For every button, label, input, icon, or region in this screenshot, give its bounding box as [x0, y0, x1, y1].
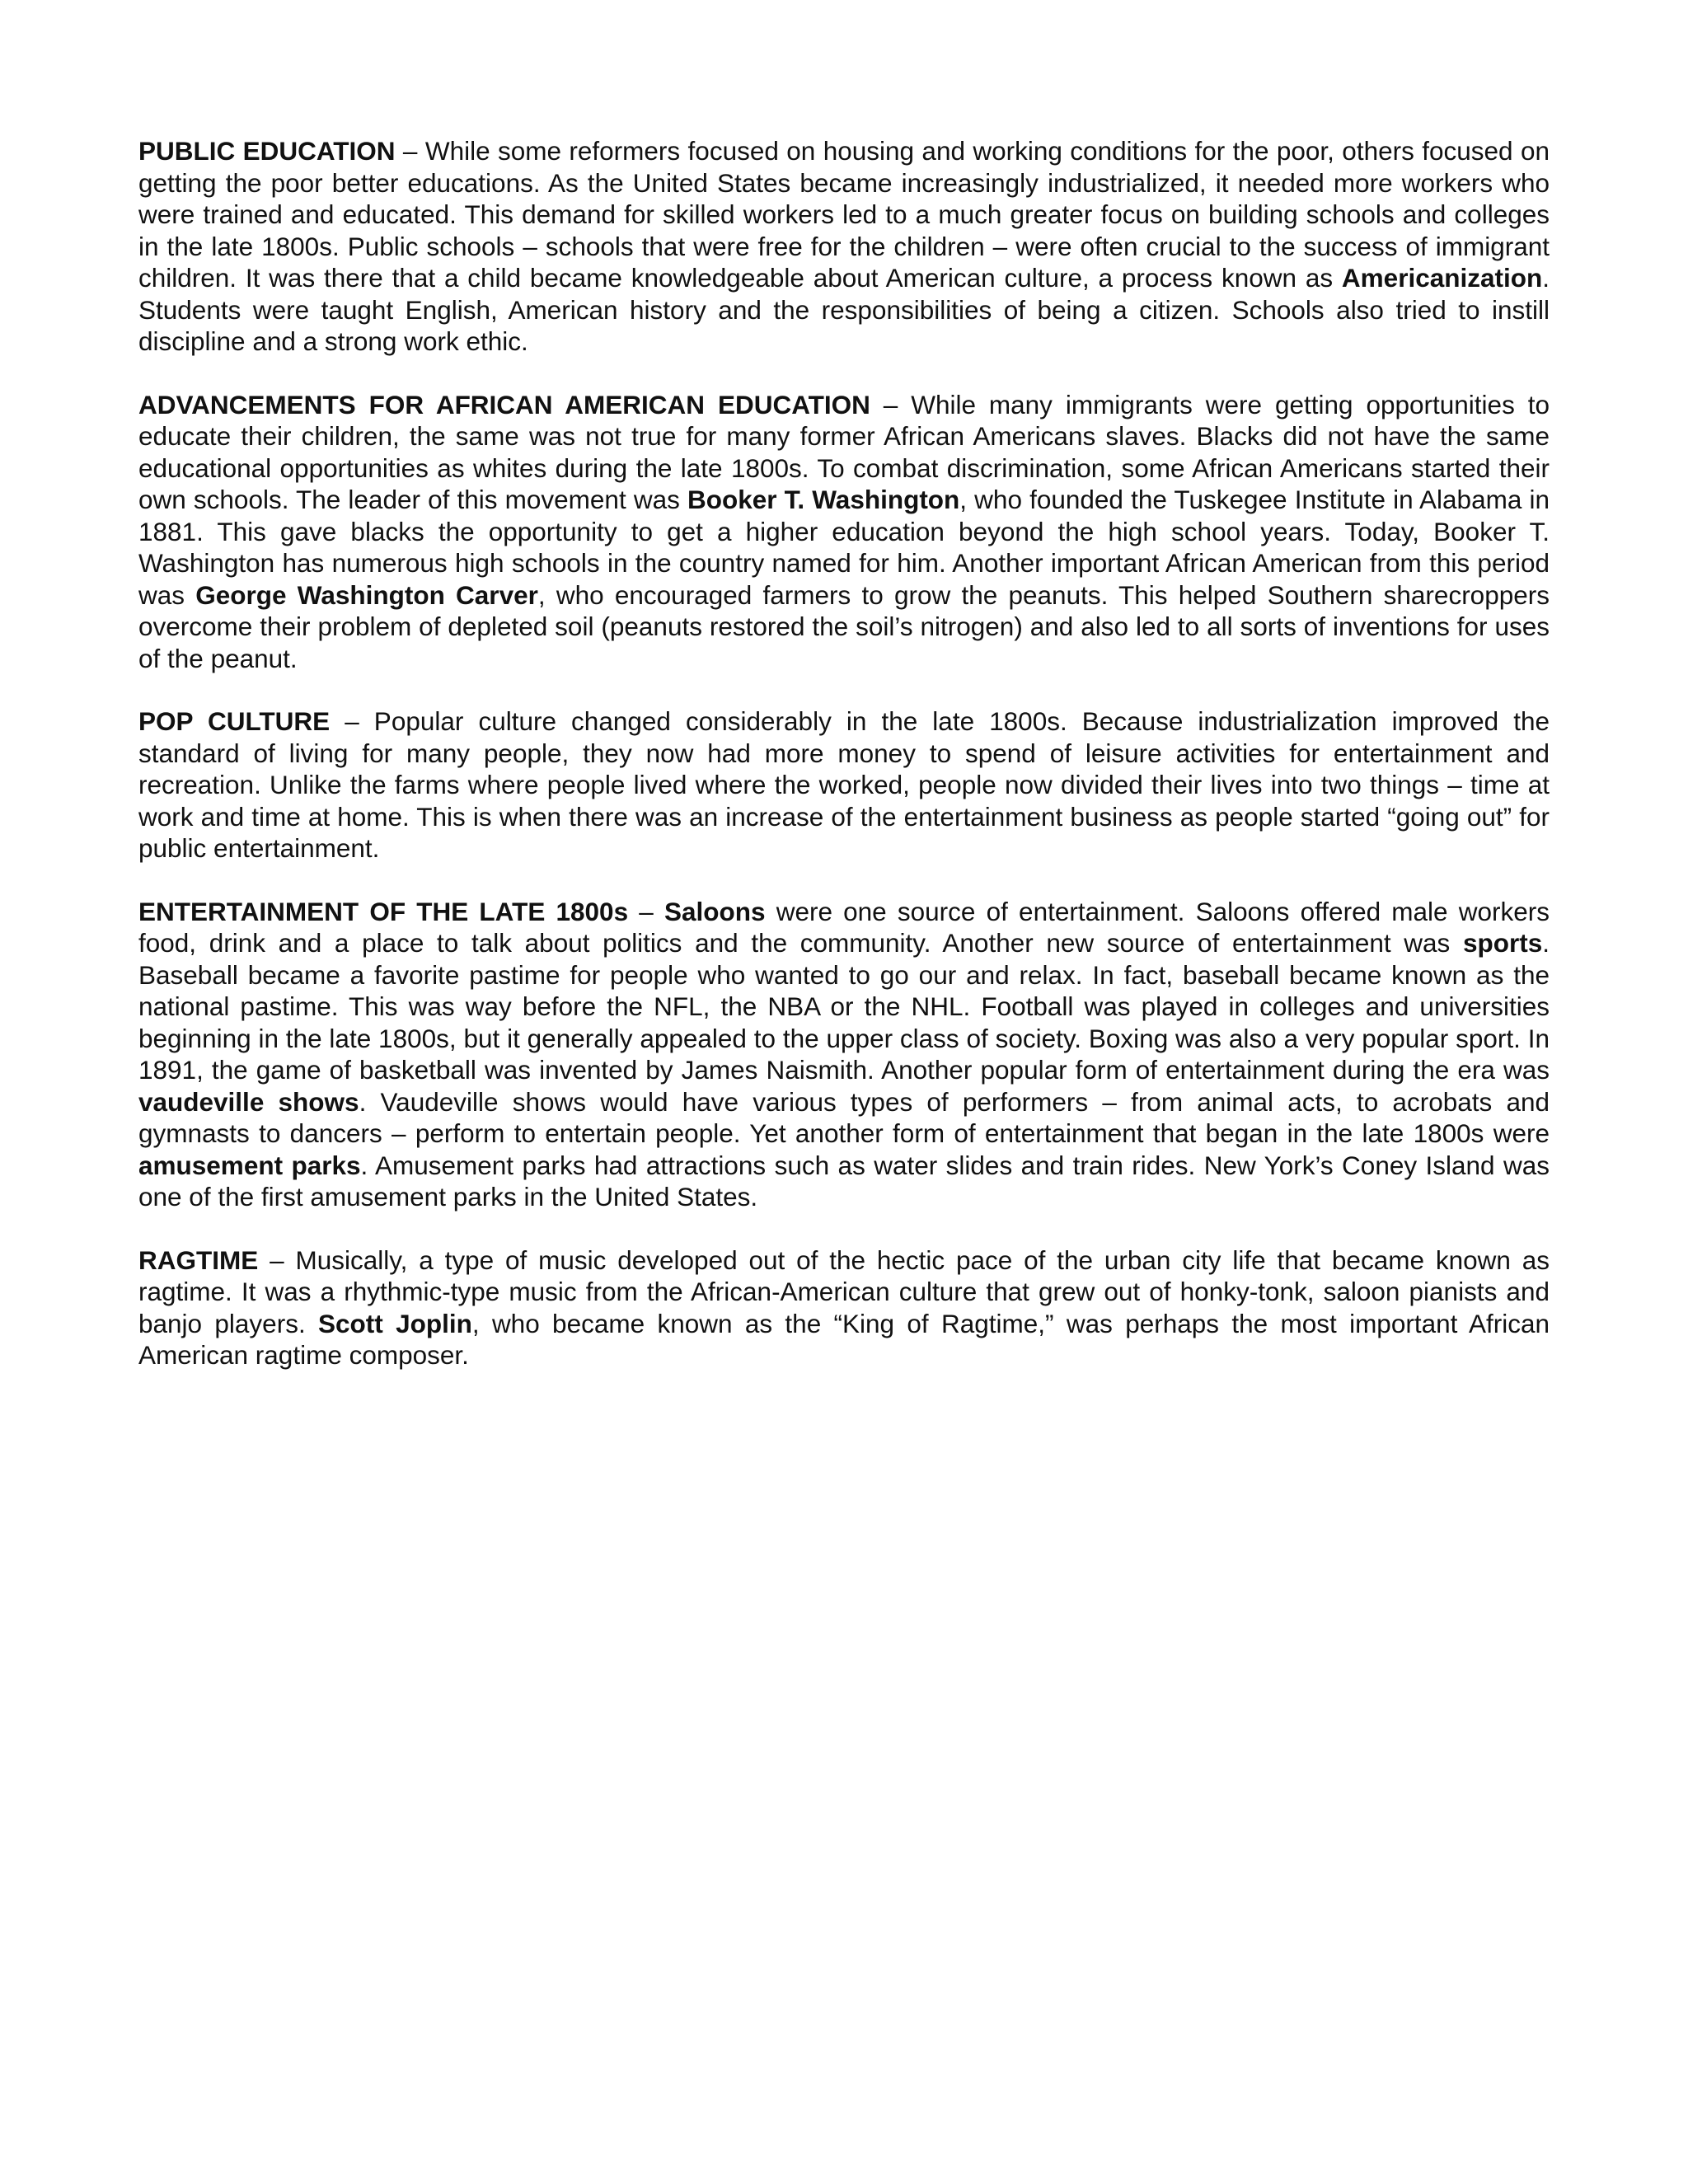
paragraph-text: were one source of entertainment. Saloons offered male workers food, drink and a place to talk about politics and the community. Another new source of entertainment was: [138, 896, 1550, 958]
term-americanization: Americanization: [1341, 263, 1543, 293]
paragraph-text: , who founded the Tuskegee Institute in Alabama in 1881. This gave blacks the opportunity to get a higher education beyond the high school years. Today, Booker T. Washington has numerous high schools in the country named for him. Another important African American from this period was: [138, 485, 1550, 610]
paragraph-text: . Vaudeville shows would have various types of performers – from animal acts, to acrobats and gymnasts to dancers – perform to entertain people. Yet another form of entertainment that began in the late 1800s were: [138, 1086, 1550, 1148]
heading-pop-culture: POP CULTURE: [138, 706, 331, 736]
paragraph-text: – Musically, a type of music developed out of the hectic pace of the urban city life that became known as ragtime. It was a rhythmic-type music from the African-American culture that grew out of honky-tonk, saloon pianists and banjo players.: [138, 1244, 1550, 1338]
heading-public-education: PUBLIC EDUCATION: [138, 136, 396, 166]
paragraph-public-education: [138, 135, 1550, 358]
paragraph-ragtime: [138, 1244, 1550, 1371]
heading-african-american-education: ADVANCEMENTS FOR AFRICAN AMERICAN EDUCATION: [138, 389, 870, 419]
paragraph-african-american-education: [138, 389, 1550, 675]
paragraph-text: – Popular culture changed considerably in the late 1800s. Because industrialization improved the standard of living for many people, they now had more money to spend of leisure activities for entertainment and recreation. Unlike the farms where people lived where the worked, people now divided their lives into two things – time at work and time at home. This is when there was an increase of the entertainment business as people started “going out” for public entertainment.: [138, 706, 1550, 863]
heading-ragtime: RAGTIME: [138, 1244, 259, 1275]
heading-entertainment: ENTERTAINMENT OF THE LATE 1800s: [138, 896, 629, 926]
term-amusement-parks: amusement parks: [138, 1150, 361, 1180]
paragraph-text: . Students were taught English, American history and the responsibilities of being a citizen. Schools also tried to instill discipline and a strong work ethic.: [138, 263, 1550, 356]
paragraph-text: . Amusement parks had attractions such as water slides and train rides. New York’s Coney Island was one of the first amusement parks in the United States.: [138, 1150, 1550, 1212]
term-george-washington-carver: George Washington Carver: [195, 579, 538, 610]
paragraph-text: – While many immigrants were getting opportunities to educate their children, the same was not true for many former African Americans slaves. Blacks did not have the same educational opportunities as whites during the late 1800s. To combat discrimination, some African Americans started their own schools. The leader of this movement was: [138, 389, 1550, 514]
paragraph-text: –: [628, 896, 664, 926]
paragraph-text: , who encouraged farmers to grow the peanuts. This helped Southern sharecroppers overcome their problem of depleted soil (peanuts restored the soil’s nitrogen) and also led to all sorts of inventions for uses of the peanut.: [138, 579, 1550, 673]
paragraph-text: – While some reformers focused on housing and working conditions for the poor, others focused on getting the poor better educations. As the United States became increasingly industrialized, it needed more workers who were trained and educated. This demand for skilled workers led to a much greater focus on building schools and colleges in the late 1800s. Public schools – schools that were free for the children – were often crucial to the success of immigrant children. It was there that a child became knowledgeable about American culture, a process known as: [138, 136, 1550, 293]
term-sports: sports: [1462, 928, 1543, 958]
term-vaudeville-shows: vaudeville shows: [138, 1086, 359, 1117]
document-page: [138, 135, 1550, 1403]
term-saloons: Saloons: [663, 896, 766, 926]
paragraph-text: , who became known as the “King of Ragtime,” was perhaps the most important African American ragtime composer.: [138, 1308, 1550, 1370]
term-scott-joplin: Scott Joplin: [318, 1308, 472, 1338]
term-booker-t-washington: Booker T. Washington: [687, 485, 960, 514]
paragraph-text: . Baseball became a favorite pastime for people who wanted to go our and relax. In fact, baseball became known as the national pastime. This was way before the NFL, the NBA or the NHL. Football was played in colleges and universities beginning in the late 1800s, but it generally appealed to the upper class of society. Boxing was also a very popular sport. In 1891, the game of basketball was invented by James Naismith. Another popular form of entertainment during the era was: [138, 928, 1550, 1085]
paragraph-entertainment: [138, 896, 1550, 1213]
paragraph-pop-culture: [138, 705, 1550, 865]
